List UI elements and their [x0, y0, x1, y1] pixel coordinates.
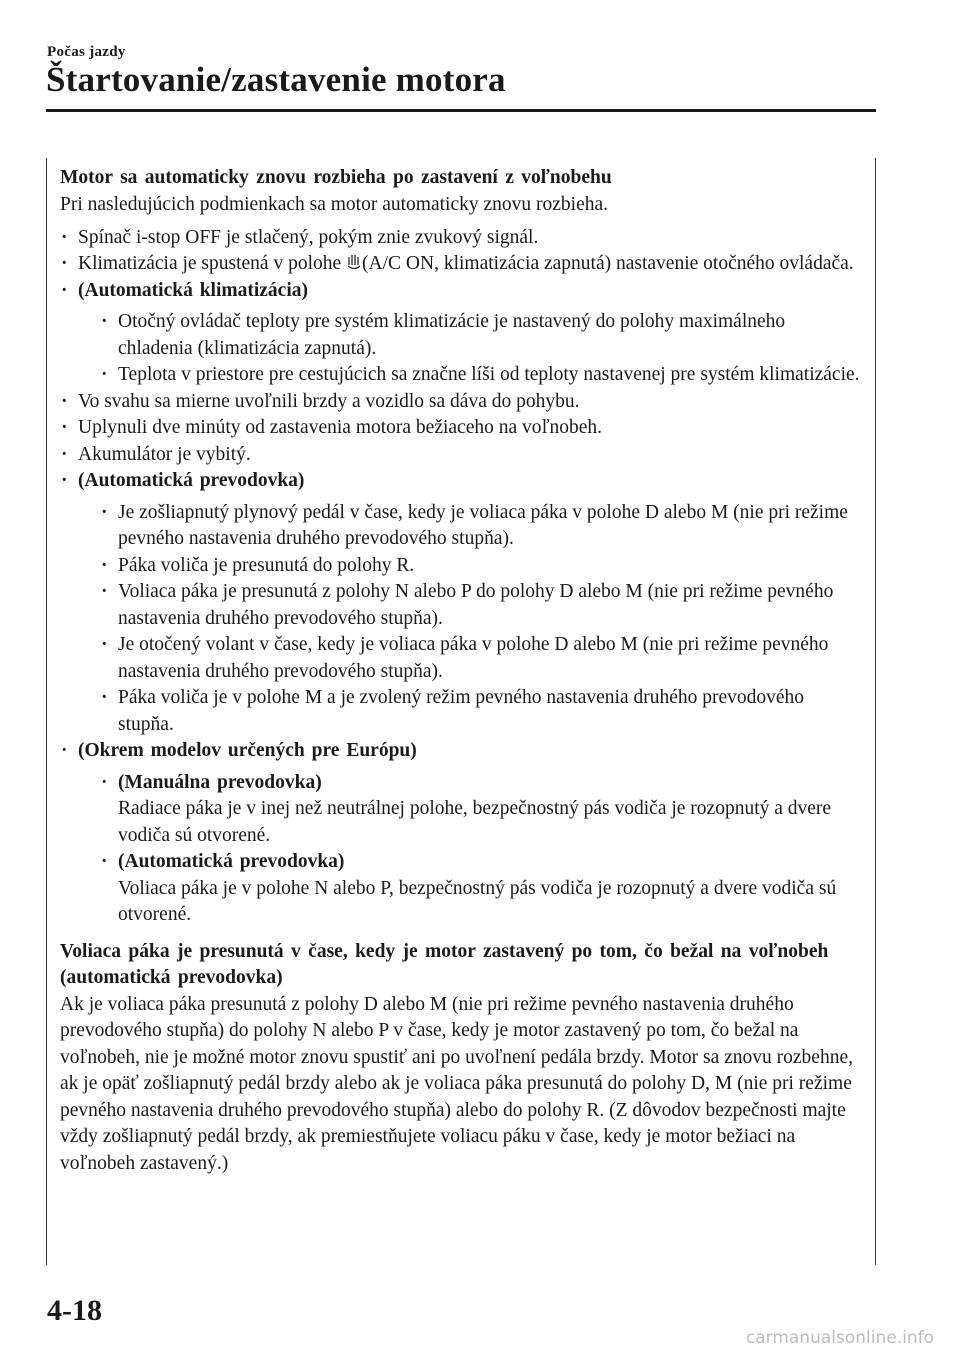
sub-list-item-label: (Automatická prevodovka): [118, 851, 345, 872]
sub-list-item-label: (Manuálna prevodovka): [118, 771, 322, 793]
list-item: · Spínač i-stop OFF je stlačený, pokým znie zvukový signál.: [60, 225, 860, 252]
block1-heading: Motor sa automaticky znovu rozbieha po zastavení z voľnobehu: [60, 167, 612, 188]
block2: [60, 939, 860, 1178]
sub-list-item: · Páka voliča je v polohe M a je zvolený režim pevného nastavenia druhého prevodového stupňa.: [100, 685, 860, 738]
list-item-text: Klimatizácia je spustená v polohe: [78, 253, 347, 274]
sub-list-item-text: Voliaca páka je v polohe N alebo P, bezpečnostný pás vodiča je rozopnutý a dvere vodiča sú otvorené.: [118, 877, 837, 925]
list-item-label: (Automatická prevodovka): [78, 470, 305, 491]
list-item: [60, 468, 860, 738]
sub-list-item: · Teplota v priestore pre cestujúcich sa značne líši od teploty nastavenej pre systém klimatizácie.: [100, 362, 860, 389]
sub-list: [78, 309, 860, 389]
sub-list-item: [100, 849, 860, 929]
list-item-label: (Okrem modelov určených pre Európu): [78, 740, 417, 761]
title-rule: [46, 109, 876, 112]
sub-list-item: · Voliaca páka je presunutá z polohy N alebo P do polohy D alebo M (nie pri režime pevného nastavenia druhého prevodového stupňa).: [100, 579, 860, 632]
watermark: carmanualsonline.info: [745, 1328, 934, 1348]
list-item: · Uplynuli dve minúty od zastavenia motora bežiaceho na voľnobeh.: [60, 415, 860, 442]
sub-list-item: · Je zošliapnutý plynový pedál v čase, kedy je voliaca páka v polohe D alebo M (nie pri režime pevného nastavenia druhého prevodového stupňa).: [100, 500, 860, 553]
sub-list: [78, 770, 860, 929]
sub-list-item: · Otočný ovládač teploty pre systém klimatizácie je nastavený do polohy maximálneho chladenia (klimatizácia zapnutá).: [100, 309, 860, 362]
list-item-label: (Automatická klimatizácia): [78, 279, 309, 301]
sub-list-item: · Je otočený volant v čase, kedy je voliaca páka v polohe D alebo M (nie pri režime pevného nastavenia druhého prevodového stupňa).: [100, 632, 860, 685]
sub-list-item: [100, 770, 860, 850]
list-item-text: (A/C ON, klimatizácia zapnutá) nastavenie otočného ovládača.: [362, 253, 854, 274]
block2-heading: Voliaca páka je presunutá v čase, kedy je motor zastavený po tom, čo bežal na voľnobeh (automatická prevodovka): [60, 940, 829, 988]
block2-text: Ak je voliaca páka presunutá z polohy D alebo M (nie pri režime pevného nastavenia druhého prevodového stupňa) do polohy N alebo P v čase, kedy je motor zastavený po tom, čo bežal na voľnobeh, nie je možné motor znovu spustiť ani po uvoľnení pedála brzdy. Motor sa znovu rozbehne, ak je opäť zošliapnutý pedál brzdy alebo ak je voliaca páka presunutá do polohy D, M (nie pri režime pevného nastavenia druhého prevodového stupňa) alebo do polohy R. (Z dôvodov bezpečnosti majte vždy zošliapnutý pedál brzdy, ak premiestňujete voliacu páku v čase, kedy je motor bežiaci na voľnobeh zastavený.): [60, 993, 853, 1174]
page-number: 4-18: [47, 1294, 102, 1327]
sub-list-item-text: Radiace páka je v inej než neutrálnej polohe, bezpečnostný pás vodiča je rozopnutý a dvere vodiča sú otvorené.: [118, 798, 832, 846]
list-item: [60, 251, 860, 278]
list-item: [60, 278, 860, 389]
list-item: [60, 738, 860, 929]
section-label: Počas jazdy: [47, 44, 126, 60]
list-item: · Akumulátor je vybitý.: [60, 442, 860, 469]
condition-list: [60, 225, 860, 929]
sub-list-item: · Páka voliča je presunutá do polohy R.: [100, 553, 860, 580]
ac-fan-icon: [347, 253, 361, 271]
list-item: · Vo svahu sa mierne uvoľnili brzdy a vozidlo sa dáva do pohybu.: [60, 389, 860, 416]
sub-list: [78, 500, 860, 739]
page-title: Štartovanie/zastavenie motora: [46, 60, 506, 99]
block1-intro: Pri nasledujúcich podmienkach sa motor automaticky znovu rozbieha.: [60, 194, 609, 215]
content: [60, 165, 860, 1177]
